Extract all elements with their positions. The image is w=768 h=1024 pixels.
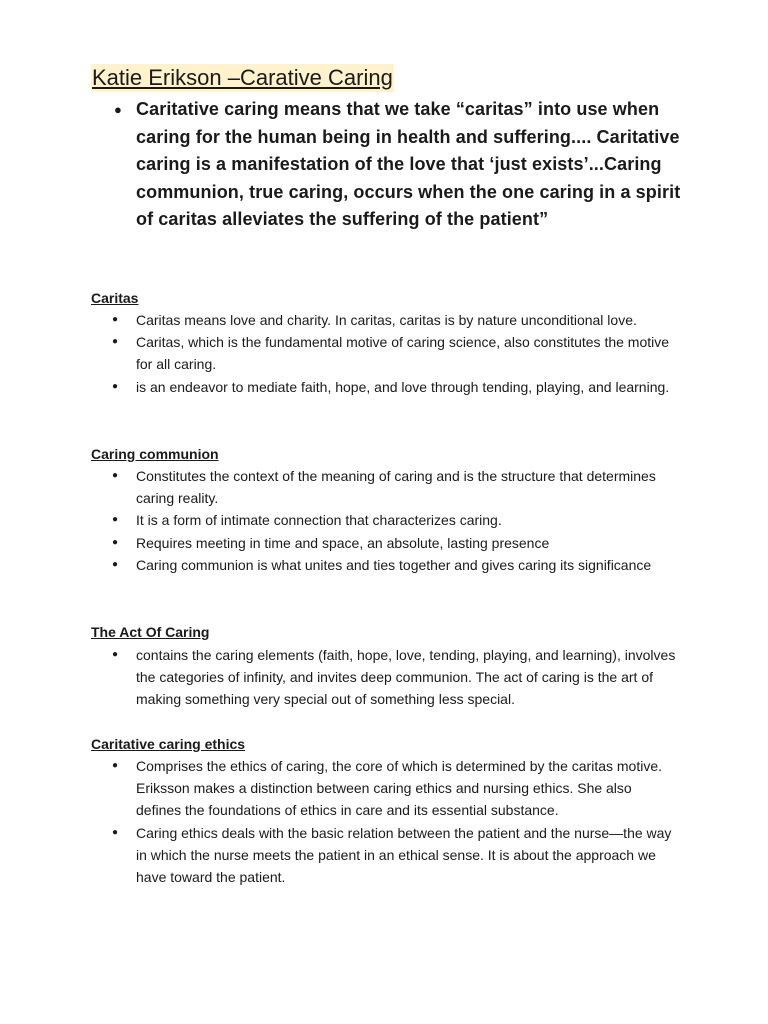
list-item (108, 309, 678, 331)
list-item (108, 376, 678, 398)
section-heading-caritative-caring-ethics: Caritative caring ethics (91, 736, 246, 752)
list-item (108, 822, 678, 889)
act-of-caring-list (108, 644, 678, 711)
bullet-icon: ● (112, 314, 119, 325)
bullet-icon: ● (112, 470, 119, 481)
list-item-text: Comprises the ethics of caring, the core of which is determined by the caritas motive. Eriksson makes a distinction between caring ethics and nursing ethics. She also defines the foundations of ethics in care and its essential substance. (136, 758, 663, 819)
section-heading-act-of-caring: The Act Of Caring (91, 624, 210, 640)
caritative-caring-ethics-list (108, 755, 678, 888)
document-title: Katie Erikson –Carative Caring (92, 65, 393, 90)
bullet-icon: ● (112, 649, 119, 660)
list-item (108, 509, 678, 531)
list-item (108, 465, 678, 509)
bullet-icon: ● (112, 336, 119, 348)
lead-quote-item (108, 96, 688, 234)
list-item-text: Constitutes the context of the meaning of caring and is the structure that determines caring reality. (136, 468, 656, 507)
bullet-icon: ● (112, 380, 119, 392)
list-item-text: It is a form of intimate connection that characterizes caring. (136, 512, 502, 529)
lead-quote-list (108, 96, 688, 234)
section-heading-caritas: Caritas (91, 290, 139, 306)
list-item-text: Caring communion is what unites and ties together and gives caring its significance (136, 556, 652, 573)
list-item-text: is an endeavor to mediate faith, hope, and love through tending, playing, and learning. (136, 378, 670, 395)
caring-communion-list (108, 465, 678, 576)
list-item-text: contains the caring elements (faith, hope, love, tending, playing, and learning), involves the categories of infinity, and invites deep communion. The act of caring is the art of making something very special out of something less special. (136, 647, 676, 708)
list-item-text: Requires meeting in time and space, an absolute, lasting presence (136, 534, 550, 551)
list-item (108, 532, 678, 554)
list-item-text: Caritas, which is the fundamental motive of caring science, also constitutes the motive for all caring. (136, 334, 670, 373)
list-item (108, 554, 678, 576)
caritas-list (108, 309, 678, 398)
bullet-icon: ● (112, 514, 119, 526)
list-item-text: Caring ethics deals with the basic relation between the patient and the nurse—the way in which the nurse meets the patient in an ethical sense. It is about the approach we have toward the patient. (136, 824, 672, 886)
bullet-icon: ● (112, 558, 119, 570)
list-item (108, 644, 678, 711)
lead-quote-text: Caritative caring means that we take “caritas” into use when caring for the human being in health and suffering.... Caritative caring is a manifestation of the love that ‘just exists’...Caring communion, true caring, occurs when the one caring in a spirit of caritas alleviates the suffering of the patient” (136, 99, 681, 229)
list-item (108, 755, 678, 822)
bullet-icon: ● (112, 826, 119, 838)
list-item (108, 331, 678, 375)
bullet-icon: ● (114, 102, 122, 117)
section-heading-caring-communion: Caring communion (91, 446, 219, 462)
list-item-text: Caritas means love and charity. In caritas, caritas is by nature unconditional love. (136, 312, 637, 328)
bullet-icon: ● (112, 536, 119, 548)
bullet-icon: ● (112, 760, 119, 771)
